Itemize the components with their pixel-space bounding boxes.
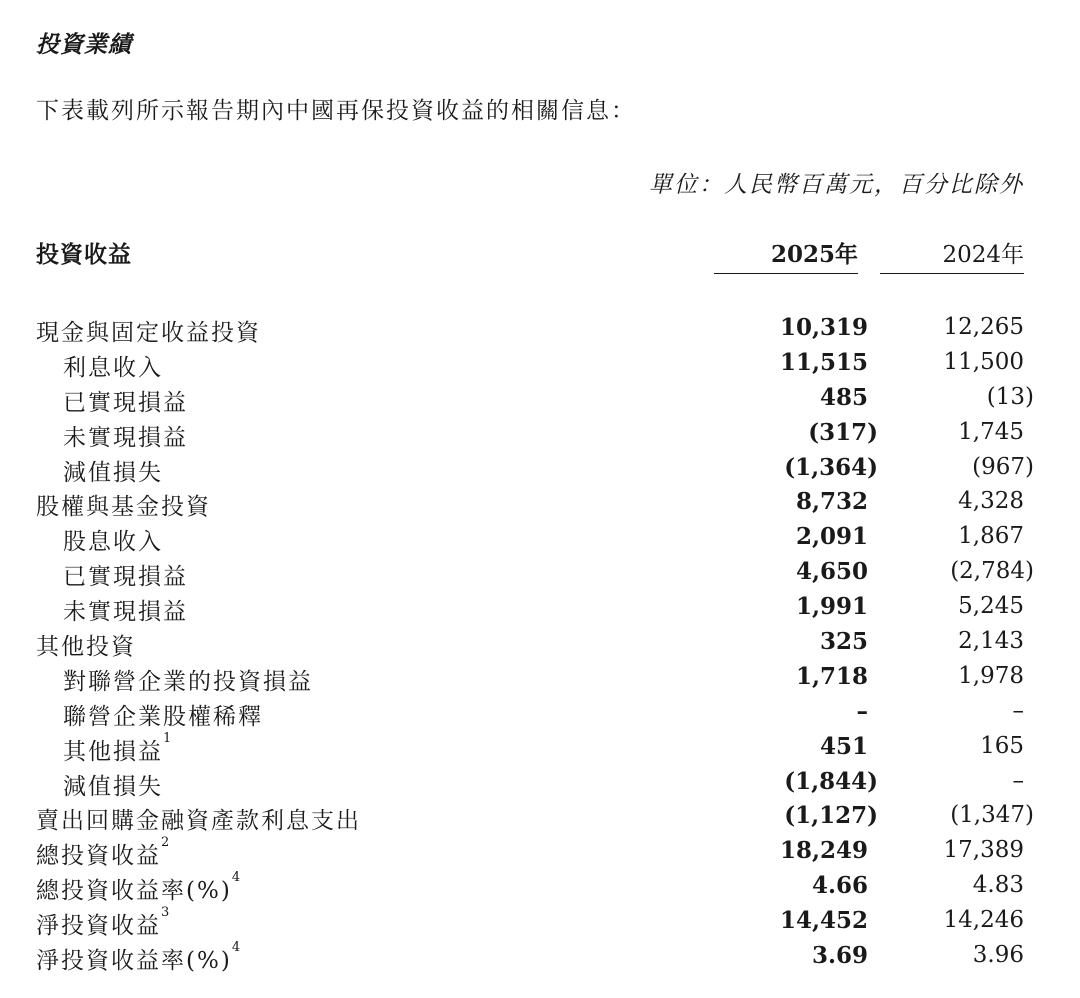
value-2024: 3.96 [972,942,1024,969]
row-label [36,488,211,521]
row-label-text: 股息收入 [63,529,163,556]
table-row [36,833,1044,868]
row-label [63,384,188,417]
section-title: 投資業績 [36,31,132,58]
value-2025: 4.66 [811,872,868,900]
unit-note: 單位：人民幣百萬元，百分比除外 [649,172,1024,198]
table-row [36,589,1044,624]
value-2024: 5,245 [958,593,1024,620]
footnote-marker: 1 [163,730,172,746]
value-2025: (1,844) [784,767,878,795]
value-2024: (1,347) [950,802,1034,829]
table-row [36,415,1044,450]
value-2025: 1,991 [795,593,868,621]
row-label-text: 減值損失 [63,459,163,486]
row-label [63,698,263,731]
value-2024: (13) [986,383,1034,410]
row-label-text: 總投資收益 [36,843,161,870]
value-2025: (1,127) [784,802,878,830]
row-label-text: 淨投資收益 [36,913,161,940]
value-2024: (2,784) [950,558,1034,585]
table-row [36,659,1044,694]
value-2025: 2,091 [795,523,868,551]
value-2025: 11,515 [779,348,868,376]
row-label-text: 已實現損益 [63,564,188,591]
value-2025: (317) [808,418,878,446]
value-2024: 4.83 [972,872,1024,899]
table-row [36,310,1044,345]
row-label [36,628,136,661]
table-row [36,519,1044,554]
value-2025: 14,452 [779,907,868,935]
row-label [36,314,261,347]
table-row [36,484,1044,519]
value-2025: 485 [819,383,868,411]
row-label-text: 其他投資 [36,634,136,661]
row-label-text: 現金與固定收益投資 [36,320,261,346]
row-label-text: 聯營企業股權稀釋 [63,703,263,730]
value-2024: – [1012,697,1024,724]
investment-income-table [36,310,1044,973]
value-2025: 18,249 [779,837,868,865]
value-2024: (967) [972,453,1034,480]
value-2024: 165 [980,732,1024,759]
row-label [63,558,188,591]
row-label-text: 其他損益 [63,738,163,765]
row-label [63,349,163,382]
value-2025: 10,319 [779,314,868,341]
row-label-text: 減值損失 [63,773,163,800]
footnote-marker: 2 [161,835,170,851]
value-2024: 2,143 [958,628,1024,655]
row-label [63,663,313,696]
value-2024: – [1012,767,1024,794]
table-header [36,236,1036,276]
row-label-text: 未實現損益 [63,424,188,451]
row-label [36,837,169,870]
footnote-marker: 3 [161,905,170,921]
value-2024: 17,389 [943,837,1024,864]
value-2025: (1,364) [784,453,878,481]
table-row [36,450,1044,485]
row-label [63,454,163,487]
value-2025: 325 [819,628,868,656]
value-2024: 1,978 [958,662,1024,689]
row-label-text: 未實現損益 [63,599,188,626]
value-2024: 4,328 [958,488,1024,515]
table-row [36,729,1044,764]
row-label-text: 總投資收益率(%) [36,878,232,905]
value-2025: 451 [819,732,868,760]
column-header-2024: 2024年 [880,236,1024,274]
row-label-text: 淨投資收益率(%) [36,948,232,975]
table-row [36,345,1044,380]
value-2024: 1,867 [958,523,1024,550]
row-label [63,768,163,801]
row-label [36,872,240,905]
row-label [36,802,361,835]
value-2024: 12,265 [943,314,1024,340]
table-row [36,694,1044,729]
value-2025: 4,650 [795,558,868,586]
column-header-2025: 2025年 [714,236,858,274]
row-label-text: 已實現損益 [63,389,188,416]
row-label [63,419,188,452]
intro-text: 下表載列所示報告期內中國再保投資收益的相關信息： [36,98,636,124]
row-label [63,523,163,556]
row-label [36,907,169,940]
row-label-text: 利息收入 [63,354,163,381]
table-row [36,868,1044,903]
footnote-marker: 4 [231,940,241,956]
table-row [36,380,1044,415]
table-row [36,764,1044,799]
value-2025: 8,732 [795,488,868,516]
table-row [36,903,1044,938]
value-2024: 14,246 [943,907,1024,934]
table-row [36,554,1044,589]
row-label-text: 賣出回購金融資產款利息支出 [36,808,361,835]
value-2024: 1,745 [958,418,1024,445]
row-label [63,730,172,766]
row-label [36,942,240,975]
row-label-text: 對聯營企業的投資損益 [63,668,313,695]
table-row [36,798,1044,833]
value-2025: 3.69 [811,942,868,970]
footnote-marker: 4 [231,870,241,886]
table-row [36,624,1044,659]
value-2025: 1,718 [795,662,868,690]
value-2025: – [856,697,868,725]
row-label-text: 股權與基金投資 [36,494,211,521]
value-2024: 11,500 [943,348,1024,375]
table-row [36,938,1044,973]
header-label: 投資收益 [36,241,132,268]
row-label [63,593,188,626]
